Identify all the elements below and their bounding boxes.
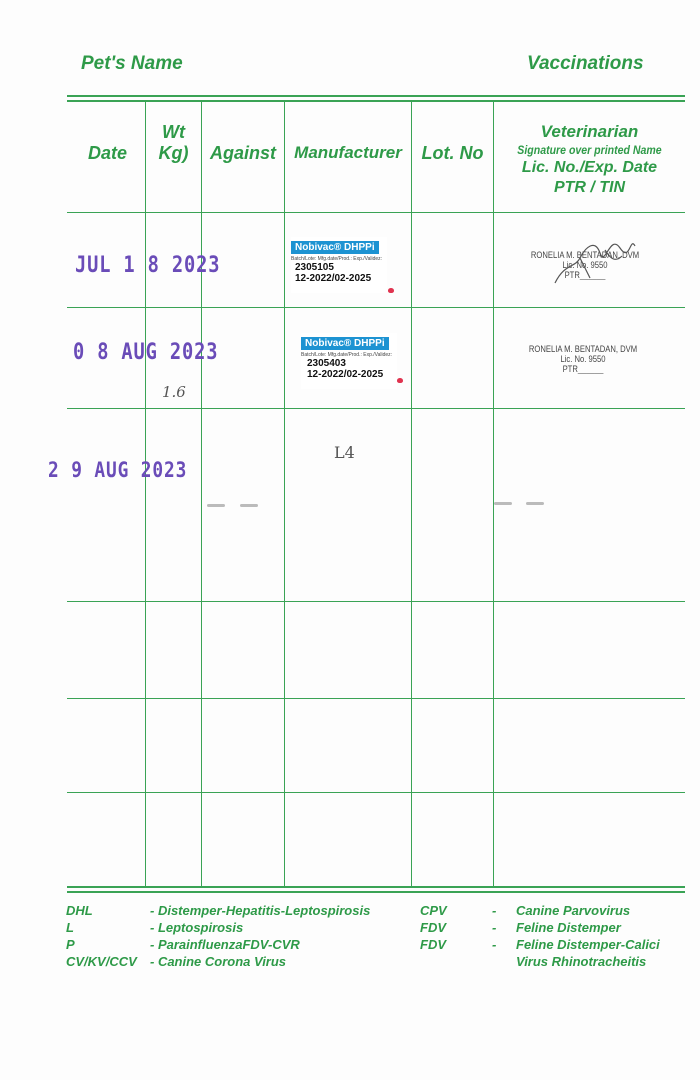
col-vet-title: Veterinarian: [540, 122, 639, 141]
row3-manufacturer-note: L4: [334, 443, 355, 462]
legend-item: CV/KV/CCV - Canine Corona Virus: [66, 954, 287, 969]
legend-item: P - ParainfluenzaFDV-CVR: [66, 937, 300, 952]
col-vet-license: Lic. No./Exp. Date: [521, 159, 658, 176]
row2-weight: 1.6: [162, 383, 186, 401]
row1-vaccine-sticker: [291, 237, 387, 293]
col-vet-signature-note: Signature over printed Name: [517, 143, 662, 157]
row1-vet-name: RONELIA M. BENTADAN, DVM: [530, 250, 640, 260]
legend-left: [66, 902, 370, 970]
row2-sticker-brand: Nobivac® DHPPi: [301, 337, 389, 350]
legend-item: L - Leptospirosis: [66, 920, 244, 935]
legend-item: Virus Rhinotracheitis: [516, 954, 647, 969]
row1-sticker-brand: Nobivac® DHPPi: [291, 241, 379, 254]
col-manufacturer: Manufacturer: [294, 143, 402, 162]
fold-mark: [240, 504, 258, 507]
row1-date-stamp: JUL 1 8 2023: [75, 253, 221, 278]
fold-mark: [494, 502, 512, 505]
legend-right: [420, 902, 660, 970]
legend-item: DHL - Distemper-Hepatitis-Leptospirosis: [66, 903, 371, 918]
col-weight-line1: Wt: [162, 122, 185, 142]
row2-date-stamp: 0 8 AUG 2023: [73, 340, 219, 365]
row2-sticker-dates: 12-2022/02-2025: [307, 369, 384, 380]
row1-vet-lic: Lic. No. 9550: [562, 260, 608, 270]
col-against: Against: [209, 143, 276, 163]
row1-sticker-lot: 2305105: [295, 262, 334, 273]
legend-item: FDV - Feline Distemper: [420, 920, 621, 935]
row2-vaccine-sticker: [301, 333, 397, 389]
col-weight-line2: Kg): [158, 143, 189, 163]
row2-vet-ptr: PTR______: [562, 364, 604, 374]
fold-mark: [526, 502, 544, 505]
col-vet-ptr: PTR / TIN: [553, 179, 626, 196]
col-date: Date: [87, 143, 127, 163]
row1-vet-ptr: PTR______: [564, 270, 606, 280]
vaccinations-label: Vaccinations: [527, 53, 644, 74]
row1-vet-signature: [550, 228, 650, 288]
pets-name-label: Pet's Name: [81, 53, 183, 74]
row3-date-stamp: 2 9 AUG 2023: [48, 458, 188, 482]
col-weight: [146, 122, 201, 164]
row2-sticker-mark: [397, 378, 403, 383]
row2-vet-lic: Lic. No. 9550: [560, 354, 606, 364]
row2-sticker-lot: 2305403: [307, 358, 346, 369]
row2-vet-name: RONELIA M. BENTADAN, DVM: [528, 344, 638, 354]
row1-sticker-mark: [388, 288, 394, 293]
legend-item: FDV - Feline Distemper-Calici: [420, 937, 660, 952]
row1-sticker-dates: 12-2022/02-2025: [295, 273, 372, 284]
row2-sticker-fineprint: Batch/Lote: Mfg.date/Prod.: Exp./Validez:: [301, 352, 393, 358]
col-lot-no: Lot. No: [421, 143, 484, 163]
row1-sticker-fineprint: Batch/Lote: Mfg.date/Prod.: Exp./Validez:: [291, 256, 383, 262]
col-veterinarian: [494, 122, 685, 197]
fold-mark: [207, 504, 225, 507]
legend-item: CPV - Canine Parvovirus: [420, 903, 631, 918]
row2-vet-stamp: [528, 344, 639, 374]
